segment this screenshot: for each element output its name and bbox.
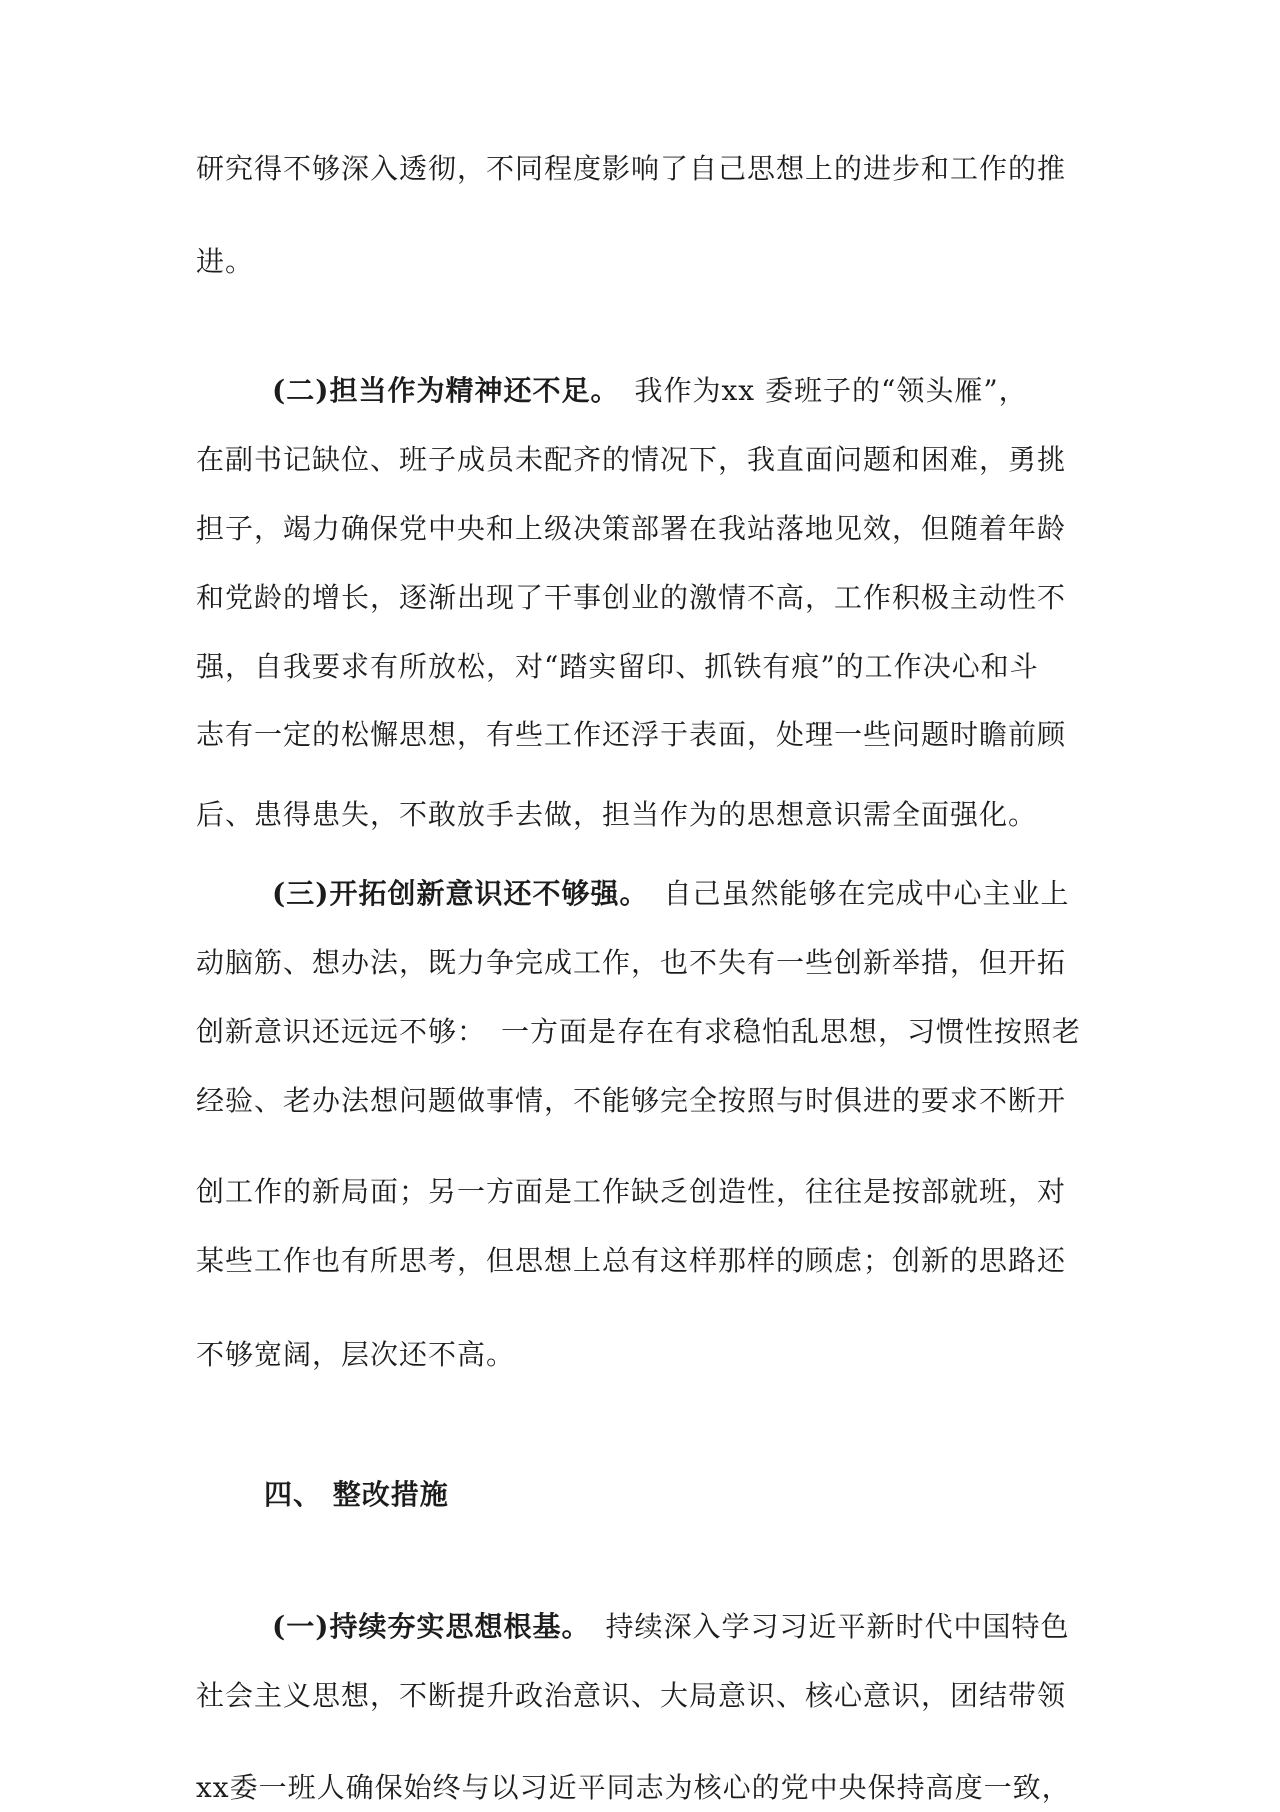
paragraph-line: 经验、老办法想问题做事情，不能够完全按照与时俱进的要求不断开 [196, 1084, 1067, 1117]
paragraph-line: 研究得不够深入透彻，不同程度影响了自己思想上的进步和工作的推 [196, 152, 1067, 185]
paragraph-first-line [272, 374, 1096, 408]
paragraph-first-line [272, 1610, 1096, 1644]
section-title: 四、 整改措施 [264, 1478, 449, 1511]
paragraph-line: 在副书记缺位、班子成员未配齐的情况下，我直面问题和困难，勇挑 [196, 443, 1067, 476]
paragraph-text: 持续深入学习习近平新时代中国特色 [605, 1610, 1070, 1643]
paragraph-line: 担子，竭力确保党中央和上级决策部署在我站落地见效，但随着年龄 [196, 512, 1067, 545]
paragraph-line: 动脑筋、想办法，既力争完成工作，也不失有一些创新举措，但开拓 [196, 946, 1067, 979]
paragraph-text: 我作为xx 委班子的“领头雁”， [634, 374, 1028, 407]
paragraph-line: 创工作的新局面；另一方面是工作缺乏创造性，往往是按部就班，对 [196, 1175, 1067, 1208]
paragraph-line: 强，自我要求有所放松，对“踏实留印、抓铁有痕”的工作决心和斗 [196, 650, 1039, 683]
paragraph-line: 某些工作也有所思考，但思想上总有这样那样的顾虑；创新的思路还 [196, 1244, 1067, 1277]
subsection-heading: (二)担当作为精神还不足。 [272, 374, 606, 407]
paragraph-line: 和党龄的增长，逐渐出现了干事创业的激情不高，工作积极主动性不 [196, 581, 1067, 614]
paragraph-line: 创新意识还远远不够： 一方面是存在有求稳怕乱思想，习惯性按照老 [196, 1015, 1082, 1048]
paragraph-line: 进。 [196, 245, 255, 278]
subsection-heading: (三)开拓创新意识还不够强。 [272, 877, 635, 910]
paragraph-line: xx委一班人确保始终与以习近平同志为核心的党中央保持高度一致， [196, 1771, 1071, 1804]
paragraph-first-line [272, 877, 1096, 911]
paragraph-line: 社会主义思想，不断提升政治意识、大局意识、核心意识，团结带领 [196, 1679, 1067, 1712]
paragraph-line: 后、患得患失，不敢放手去做，担当作为的思想意识需全面强化。 [196, 798, 1038, 831]
subsection-heading: (一)持续夯实思想根基。 [272, 1610, 577, 1643]
paragraph-line: 志有一定的松懈思想，有些工作还浮于表面，处理一些问题时瞻前顾 [196, 718, 1067, 751]
paragraph-text: 自己虽然能够在完成中心主业上 [663, 877, 1070, 910]
paragraph-line: 不够宽阔，层次还不高。 [196, 1338, 516, 1371]
